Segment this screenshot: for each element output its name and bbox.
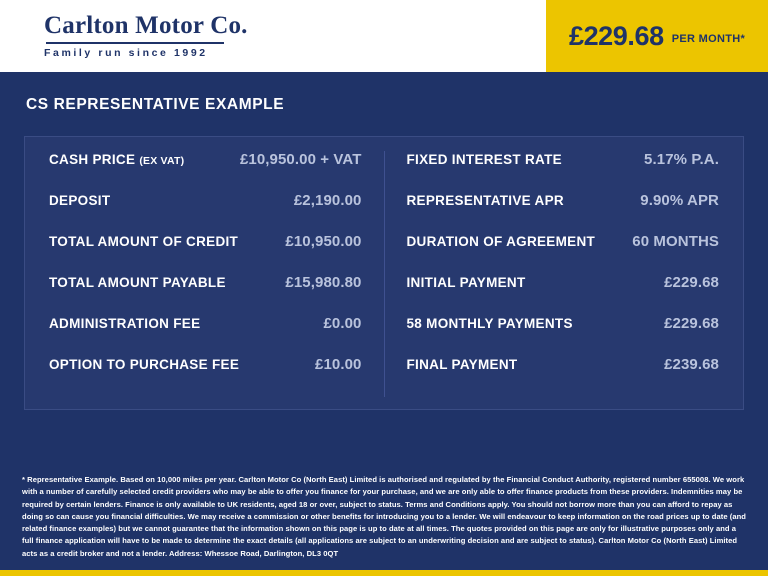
row-label: REPRESENTATIVE APR [406,193,564,208]
row-label: FIXED INTEREST RATE [406,152,562,167]
table-row [49,233,362,274]
table-row [49,274,362,315]
finance-details-panel [24,136,744,410]
row-label: FINAL PAYMENT [406,357,518,372]
table-row [49,315,362,356]
row-label: INITIAL PAYMENT [406,275,526,290]
row-value: £2,190.00 [293,192,362,209]
row-label: TOTAL AMOUNT PAYABLE [49,275,226,290]
finance-column-right [385,151,744,397]
brand-divider [46,42,224,44]
row-label: 58 MONTHLY PAYMENTS [406,316,573,331]
table-row [49,151,362,192]
table-row [407,356,720,397]
row-sublabel: (EX VAT) [139,155,185,167]
row-value: £229.68 [664,274,719,291]
table-row [407,315,720,356]
table-row [49,192,362,233]
row-value: 9.90% APR [640,192,719,209]
table-row [407,274,720,315]
monthly-price-badge [546,0,768,72]
page-body [0,72,768,458]
row-value: £0.00 [323,315,362,332]
row-label: OPTION TO PURCHASE FEE [49,357,240,372]
table-row [49,356,362,397]
table-row [407,233,720,274]
row-value: £239.68 [664,356,719,373]
brand-name: Carlton Motor Co. [44,11,248,39]
brand-block [0,0,546,72]
row-value: £10.00 [315,356,362,373]
row-value: £10,950.00 [285,233,362,250]
footer-disclaimer [0,458,768,570]
row-value: 5.17% P.A. [644,151,719,168]
brand-tagline: Family run since 1992 [44,47,208,60]
monthly-price-period: PER MONTH* [671,33,746,45]
row-value: 60 MONTHS [632,233,719,250]
row-label: CASH PRICE (EX VAT) [49,152,185,167]
bottom-accent-strip [0,570,768,576]
table-row [407,151,720,192]
row-label: ADMINISTRATION FEE [49,316,201,331]
page-header [0,0,768,72]
row-label: TOTAL AMOUNT OF CREDIT [49,234,239,249]
table-row [407,192,720,233]
row-value: £15,980.80 [285,274,362,291]
disclaimer-text: * Representative Example. Based on 10,000 miles per year. Carlton Motor Co (North East) Limited is authorised and regulated by the Financial Conduct Authority, registered number 655008. We work with a number of carefully selected credit providers who may be able to offer you finance for your purchase, and we are only able to offer finance products from these providers. Indemnities may be required by certain lenders. Finance is only available to UK residents, aged 18 or over, subject to status. Terms and Conditions apply. You should not borrow more than you can afford to repay as doing so can cause you financial difficulties. We may receive a commission or other benefits for introducing you to a lender. We will endeavour to keep information on the road prices up to date (and related finance examples) but we cannot guarantee that the information shown on this page is up to date at all times. The quotes provided on this page are only for illustrative purposes only and a full finance application will have to be made to determine the exact details (all applications are subject to an underwriting decision and are subject to status). Carlton Motor Co (North East) Limited acts as a credit broker and not a lender. Address: Whessoe Road, Darlington, DL3 0QT [22,474,746,558]
row-value: £10,950.00 + VAT [239,151,362,168]
row-label: DEPOSIT [49,193,111,208]
monthly-price-amount: £229.68 [568,20,664,51]
page-title: CS REPRESENTATIVE EXAMPLE [26,96,285,113]
row-value: £229.68 [664,315,719,332]
finance-column-left [25,151,385,397]
row-label: DURATION OF AGREEMENT [406,234,596,249]
